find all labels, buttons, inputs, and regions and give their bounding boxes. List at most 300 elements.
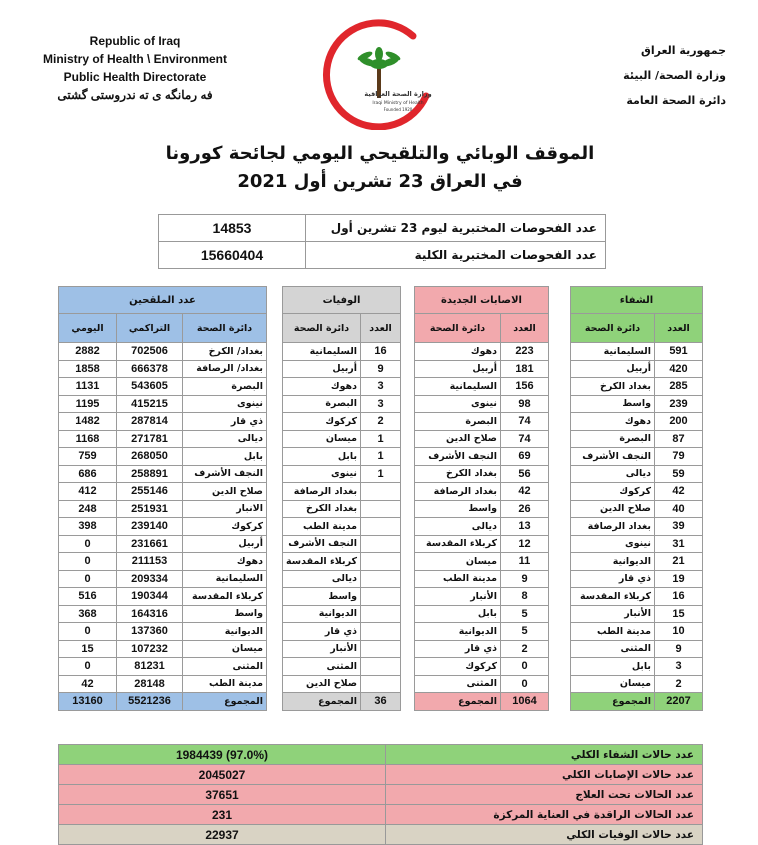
deaths-total-row — [283, 693, 401, 711]
deaths-header-row — [283, 314, 401, 343]
table-row — [283, 623, 401, 641]
table-row — [59, 570, 267, 588]
table-row — [415, 658, 549, 676]
recovered-place: ديالى — [571, 465, 655, 483]
vaccinated-cumulative: 209334 — [117, 570, 183, 588]
summary-label: عدد حالات الوفيات الكلي — [386, 825, 703, 845]
deaths-table — [282, 286, 401, 711]
recovered-place: كركوك — [571, 483, 655, 501]
summary-table — [58, 744, 703, 845]
recovered-place: النجف الأشرف — [571, 448, 655, 466]
table-row — [415, 465, 549, 483]
table-row — [415, 588, 549, 606]
deaths-total-label: المجموع — [283, 693, 361, 711]
deaths-place: ذي قار — [283, 623, 361, 641]
new-cases-place: كركوك — [415, 658, 501, 676]
recovered-place: البصرة — [571, 430, 655, 448]
vaccinated-daily: 2882 — [59, 343, 117, 361]
recovered-count: 285 — [655, 378, 703, 396]
palm-tree-icon — [356, 47, 401, 69]
table-row — [59, 465, 267, 483]
new-cases-place: السليمانية — [415, 378, 501, 396]
table-row — [415, 483, 549, 501]
summary-value: 37651 — [59, 785, 386, 805]
table-row — [415, 553, 549, 571]
logo-subtext: Iraqi Ministry of Health — [372, 101, 424, 106]
new-cases-place: بغداد الرصافة — [415, 483, 501, 501]
deaths-place: الديوانية — [283, 605, 361, 623]
table-row — [571, 605, 703, 623]
table-row — [571, 448, 703, 466]
table-row — [59, 360, 267, 378]
deaths-place: بغداد الكرخ — [283, 500, 361, 518]
new-cases-place: أربيل — [415, 360, 501, 378]
table-row — [415, 360, 549, 378]
recovered-place: واسط — [571, 395, 655, 413]
vaccinated-place: مدينة الطب — [183, 675, 267, 693]
vaccinated-total-row — [59, 693, 267, 711]
table-row — [59, 640, 267, 658]
table-row — [59, 658, 267, 676]
deaths-place: كربلاء المقدسة — [283, 553, 361, 571]
vaccinated-daily: 1482 — [59, 413, 117, 431]
recovered-col-place: دائرة الصحة — [571, 314, 655, 343]
vaccinated-daily: 412 — [59, 483, 117, 501]
table-row — [571, 500, 703, 518]
recovered-place: بابل — [571, 658, 655, 676]
logo-founded: Founded 1920 — [383, 107, 413, 112]
vaccinated-place: ذي قار — [183, 413, 267, 431]
vaccinated-daily: 1168 — [59, 430, 117, 448]
table-row — [59, 623, 267, 641]
table-row — [571, 413, 703, 431]
vaccinated-daily: 1858 — [59, 360, 117, 378]
vaccinated-daily: 42 — [59, 675, 117, 693]
table-row — [283, 395, 401, 413]
table-row — [571, 570, 703, 588]
new-cases-place: دهوك — [415, 343, 501, 361]
new-cases-count: 5 — [501, 623, 549, 641]
recovered-count: 59 — [655, 465, 703, 483]
recovered-table — [570, 286, 703, 711]
new-cases-count: 56 — [501, 465, 549, 483]
header-ar-line-1: جمهورية العراق — [641, 44, 726, 57]
logo-text: وزارة الصحة العراقية — [364, 90, 432, 98]
vaccinated-daily: 759 — [59, 448, 117, 466]
table-row — [571, 360, 703, 378]
vaccinated-daily: 368 — [59, 605, 117, 623]
new-cases-place: الأنبار — [415, 588, 501, 606]
table-row — [283, 588, 401, 606]
vaccinated-place: المثنى — [183, 658, 267, 676]
vaccinated-cumulative: 190344 — [117, 588, 183, 606]
new-cases-col-count: العدد — [501, 314, 549, 343]
new-cases-count: 0 — [501, 675, 549, 693]
new-cases-place: كربلاء المقدسة — [415, 535, 501, 553]
table-row — [415, 535, 549, 553]
deaths-col-count: العدد — [361, 314, 401, 343]
recovered-place: نينوى — [571, 535, 655, 553]
table-row — [571, 535, 703, 553]
vaccinated-place: السليمانية — [183, 570, 267, 588]
deaths-place: أربيل — [283, 360, 361, 378]
header-english — [30, 32, 240, 104]
vaccinated-place: واسط — [183, 605, 267, 623]
vaccinated-cumulative: 666378 — [117, 360, 183, 378]
deaths-count: 3 — [361, 378, 401, 396]
deaths-count: 2 — [361, 413, 401, 431]
recovered-count: 40 — [655, 500, 703, 518]
recovered-count: 79 — [655, 448, 703, 466]
recovered-place: صلاح الدين — [571, 500, 655, 518]
table-row — [59, 518, 267, 536]
new-cases-header-row — [415, 314, 549, 343]
table-row — [283, 658, 401, 676]
vaccinated-col-daily: اليومي — [59, 314, 117, 343]
vaccinated-title: عدد الملقحين — [59, 287, 267, 314]
new-cases-count: 2 — [501, 640, 549, 658]
deaths-title: الوفيات — [283, 287, 401, 314]
table-row — [571, 343, 703, 361]
vaccinated-daily: 0 — [59, 570, 117, 588]
table-row — [59, 605, 267, 623]
vaccinated-cumulative: 28148 — [117, 675, 183, 693]
header-en-line-2: Ministry of Health \ Environment — [42, 52, 228, 66]
vaccinated-cumulative: 258891 — [117, 465, 183, 483]
new-cases-place: واسط — [415, 500, 501, 518]
deaths-place: بغداد الرصافة — [283, 483, 361, 501]
recovered-count: 39 — [655, 518, 703, 536]
vaccinated-cumulative: 137360 — [117, 623, 183, 641]
vaccinated-total-daily: 13160 — [59, 693, 117, 711]
recovered-count: 42 — [655, 483, 703, 501]
deaths-place: ديالى — [283, 570, 361, 588]
tests-total-label: عدد الفحوصات المختبرية الكلية — [306, 242, 606, 269]
header-en-line-3: Public Health Directorate — [63, 70, 207, 84]
table-row — [283, 343, 401, 361]
summary-label: عدد حالات الشفاء الكلي — [386, 745, 703, 765]
tests-total-value: 15660404 — [159, 242, 306, 269]
table-row — [415, 395, 549, 413]
vaccinated-daily: 398 — [59, 518, 117, 536]
table-row — [283, 465, 401, 483]
recovered-place: الأنبار — [571, 605, 655, 623]
deaths-place: واسط — [283, 588, 361, 606]
recovered-place: الديوانية — [571, 553, 655, 571]
table-row — [415, 570, 549, 588]
table-row — [59, 343, 267, 361]
deaths-count: 1 — [361, 430, 401, 448]
new-cases-table — [414, 286, 549, 711]
new-cases-place: نينوى — [415, 395, 501, 413]
recovered-count: 10 — [655, 623, 703, 641]
recovered-place: السليمانية — [571, 343, 655, 361]
tests-daily-label: عدد الفحوصات المختبرية ليوم 23 تشرين أول — [306, 215, 606, 242]
vaccinated-daily: 1195 — [59, 395, 117, 413]
new-cases-count: 42 — [501, 483, 549, 501]
table-row — [571, 553, 703, 571]
new-cases-col-place: دائرة الصحة — [415, 314, 501, 343]
new-cases-count: 156 — [501, 378, 549, 396]
recovered-total-row — [571, 693, 703, 711]
deaths-count: 16 — [361, 343, 401, 361]
new-cases-place: الديوانية — [415, 623, 501, 641]
new-cases-count: 13 — [501, 518, 549, 536]
table-row — [59, 500, 267, 518]
summary-label: عدد الحالات الراقدة في العناية المركزة — [386, 805, 703, 825]
vaccinated-place: الديوانية — [183, 623, 267, 641]
table-row — [415, 378, 549, 396]
deaths-count — [361, 623, 401, 641]
table-row — [415, 623, 549, 641]
new-cases-count: 74 — [501, 430, 549, 448]
vaccinated-col-place: دائرة الصحة — [183, 314, 267, 343]
table-row — [415, 675, 549, 693]
vaccinated-place: نينوى — [183, 395, 267, 413]
deaths-count: 1 — [361, 448, 401, 466]
vaccinated-cumulative: 107232 — [117, 640, 183, 658]
table-row — [283, 605, 401, 623]
deaths-count — [361, 588, 401, 606]
summary-value: 231 — [59, 805, 386, 825]
new-cases-total-row — [415, 693, 549, 711]
recovered-count: 3 — [655, 658, 703, 676]
vaccinated-place: النجف الأشرف — [183, 465, 267, 483]
table-row — [571, 430, 703, 448]
vaccinated-place: بغداد/ الرصافة — [183, 360, 267, 378]
vaccinated-daily: 0 — [59, 535, 117, 553]
table-row — [415, 413, 549, 431]
summary-value: 1984439 (97.0%) — [59, 745, 386, 765]
recovered-place: المثنى — [571, 640, 655, 658]
vaccinated-place: ميسان — [183, 640, 267, 658]
table-row — [59, 395, 267, 413]
recovered-count: 16 — [655, 588, 703, 606]
deaths-place: الأنبار — [283, 640, 361, 658]
vaccinated-place: صلاح الدين — [183, 483, 267, 501]
vaccinated-table — [58, 286, 267, 711]
vaccinated-total-cumulative: 5521236 — [117, 693, 183, 711]
deaths-count — [361, 570, 401, 588]
summary-label: عدد حالات الإصابات الكلي — [386, 765, 703, 785]
new-cases-place: ديالى — [415, 518, 501, 536]
table-row — [571, 623, 703, 641]
vaccinated-title-row — [59, 287, 267, 314]
recovered-place: كربلاء المقدسة — [571, 588, 655, 606]
table-row — [415, 448, 549, 466]
vaccinated-cumulative: 702506 — [117, 343, 183, 361]
recovered-count: 15 — [655, 605, 703, 623]
table-row — [415, 605, 549, 623]
vaccinated-cumulative: 271781 — [117, 430, 183, 448]
vaccinated-cumulative: 255146 — [117, 483, 183, 501]
new-cases-place: مدينة الطب — [415, 570, 501, 588]
deaths-count: 3 — [361, 395, 401, 413]
new-cases-place: صلاح الدين — [415, 430, 501, 448]
new-cases-count: 74 — [501, 413, 549, 431]
deaths-title-row — [283, 287, 401, 314]
tests-daily-value: 14853 — [159, 215, 306, 242]
deaths-count: 1 — [361, 465, 401, 483]
deaths-count — [361, 553, 401, 571]
vaccinated-place: دهوك — [183, 553, 267, 571]
table-row — [571, 395, 703, 413]
vaccinated-daily: 15 — [59, 640, 117, 658]
table-row — [415, 500, 549, 518]
deaths-place: البصرة — [283, 395, 361, 413]
table-row — [415, 640, 549, 658]
recovered-count: 9 — [655, 640, 703, 658]
deaths-place: المثنى — [283, 658, 361, 676]
recovered-place: مدينة الطب — [571, 623, 655, 641]
summary-row — [59, 825, 703, 845]
table-row — [59, 430, 267, 448]
vaccinated-daily: 248 — [59, 500, 117, 518]
deaths-place: صلاح الدين — [283, 675, 361, 693]
recovered-col-count: العدد — [655, 314, 703, 343]
vaccinated-cumulative: 268050 — [117, 448, 183, 466]
table-row — [415, 518, 549, 536]
new-cases-place: بغداد الكرخ — [415, 465, 501, 483]
recovered-total: 2207 — [655, 693, 703, 711]
recovered-place: ميسان — [571, 675, 655, 693]
summary-row — [59, 805, 703, 825]
new-cases-total: 1064 — [501, 693, 549, 711]
new-cases-place: ميسان — [415, 553, 501, 571]
vaccinated-daily: 516 — [59, 588, 117, 606]
summary-row — [59, 765, 703, 785]
header-en-line-1: Republic of Iraq — [89, 34, 181, 48]
summary-row — [59, 745, 703, 765]
new-cases-title: الاصابات الجديدة — [415, 287, 549, 314]
recovered-count: 87 — [655, 430, 703, 448]
vaccinated-cumulative: 251931 — [117, 500, 183, 518]
deaths-place: بابل — [283, 448, 361, 466]
recovered-count: 420 — [655, 360, 703, 378]
deaths-total: 36 — [361, 693, 401, 711]
vaccinated-place: بابل — [183, 448, 267, 466]
table-row — [283, 570, 401, 588]
vaccinated-total-label: المجموع — [183, 693, 267, 711]
table-row — [59, 535, 267, 553]
recovered-count: 21 — [655, 553, 703, 571]
table-row — [59, 448, 267, 466]
recovered-count: 200 — [655, 413, 703, 431]
vaccinated-cumulative: 164316 — [117, 605, 183, 623]
vaccinated-place: بغداد/ الكرخ — [183, 343, 267, 361]
vaccinated-daily: 1131 — [59, 378, 117, 396]
deaths-count: 9 — [361, 360, 401, 378]
table-row — [571, 518, 703, 536]
vaccinated-header-row — [59, 314, 267, 343]
vaccinated-cumulative: 415215 — [117, 395, 183, 413]
deaths-place: مدينة الطب — [283, 518, 361, 536]
report-title — [120, 140, 640, 196]
header-ar-line-2: وزارة الصحة/ البيئة — [623, 69, 726, 82]
table-row — [571, 675, 703, 693]
summary-value: 22937 — [59, 825, 386, 845]
new-cases-count: 8 — [501, 588, 549, 606]
table-row — [59, 483, 267, 501]
deaths-col-place: دائرة الصحة — [283, 314, 361, 343]
recovered-total-label: المجموع — [571, 693, 655, 711]
new-cases-place: البصرة — [415, 413, 501, 431]
title-line-1: الموقف الوبائي والتلقيحي اليومي لجائحة كورونا — [165, 143, 595, 164]
recovered-title-row — [571, 287, 703, 314]
deaths-count — [361, 658, 401, 676]
tests-table — [158, 214, 606, 269]
table-row — [59, 378, 267, 396]
vaccinated-daily: 0 — [59, 553, 117, 571]
recovered-place: بغداد الكرخ — [571, 378, 655, 396]
deaths-count — [361, 483, 401, 501]
recovered-count: 2 — [655, 675, 703, 693]
new-cases-place: النجف الأشرف — [415, 448, 501, 466]
recovered-title: الشفاء — [571, 287, 703, 314]
new-cases-count: 98 — [501, 395, 549, 413]
table-row — [571, 588, 703, 606]
vaccinated-daily: 686 — [59, 465, 117, 483]
deaths-count — [361, 605, 401, 623]
header-en-line-4: فه رمانگه ى ته ندروستى گشتى — [57, 88, 213, 102]
table-row — [283, 413, 401, 431]
table-row — [59, 413, 267, 431]
new-cases-place: بابل — [415, 605, 501, 623]
vaccinated-cumulative: 211153 — [117, 553, 183, 571]
table-row — [283, 535, 401, 553]
vaccinated-daily: 0 — [59, 623, 117, 641]
new-cases-count: 0 — [501, 658, 549, 676]
vaccinated-place: ديالى — [183, 430, 267, 448]
new-cases-count: 181 — [501, 360, 549, 378]
table-row — [415, 343, 549, 361]
vaccinated-col-cumulative: التراكمي — [117, 314, 183, 343]
deaths-place: النجف الأشرف — [283, 535, 361, 553]
deaths-place: نينوى — [283, 465, 361, 483]
table-row — [59, 675, 267, 693]
table-row — [283, 483, 401, 501]
table-row — [283, 518, 401, 536]
new-cases-title-row — [415, 287, 549, 314]
summary-row — [59, 785, 703, 805]
vaccinated-place: البصرة — [183, 378, 267, 396]
deaths-place: ميسان — [283, 430, 361, 448]
new-cases-count: 26 — [501, 500, 549, 518]
table-row — [59, 588, 267, 606]
new-cases-count: 9 — [501, 570, 549, 588]
deaths-count — [361, 518, 401, 536]
recovered-place: أربيل — [571, 360, 655, 378]
new-cases-count: 11 — [501, 553, 549, 571]
deaths-count — [361, 640, 401, 658]
vaccinated-place: كربلاء المقدسة — [183, 588, 267, 606]
new-cases-total-label: المجموع — [415, 693, 501, 711]
new-cases-count: 5 — [501, 605, 549, 623]
table-row — [571, 378, 703, 396]
vaccinated-daily: 0 — [59, 658, 117, 676]
deaths-count — [361, 500, 401, 518]
vaccinated-cumulative: 543605 — [117, 378, 183, 396]
summary-label: عدد الحالات تحت العلاج — [386, 785, 703, 805]
table-row — [283, 360, 401, 378]
vaccinated-place: أربيل — [183, 535, 267, 553]
table-row — [283, 430, 401, 448]
deaths-place: السليمانية — [283, 343, 361, 361]
table-row — [415, 430, 549, 448]
table-row — [571, 640, 703, 658]
table-row — [283, 553, 401, 571]
recovered-place: ذي قار — [571, 570, 655, 588]
